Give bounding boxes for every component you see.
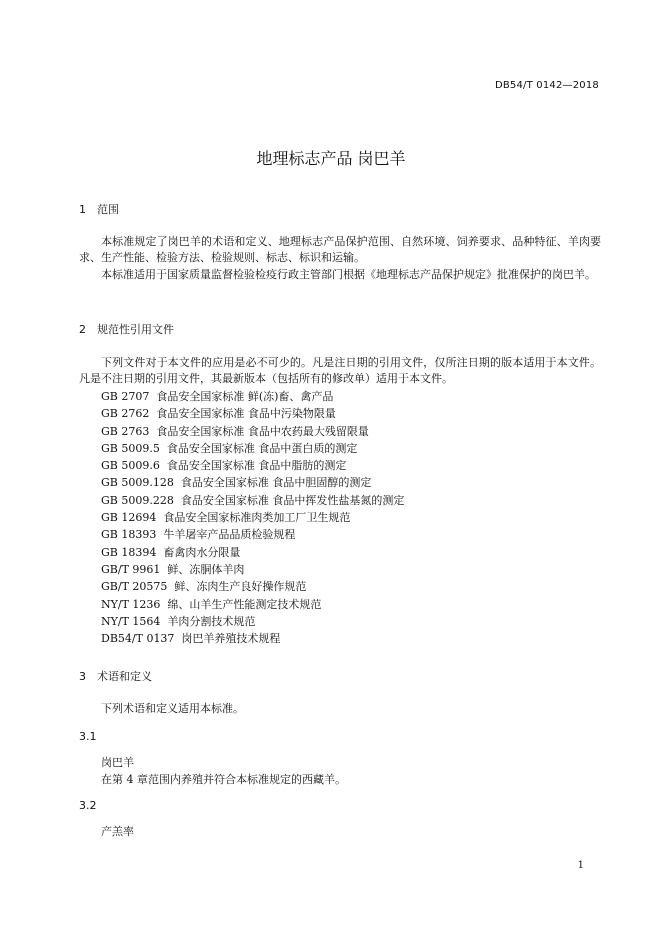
section-title: 规范性引用文件: [97, 323, 174, 336]
section-title: 术语和定义: [97, 670, 152, 683]
reference-item: GB/T 9961 鲜、冻胴体羊肉: [101, 562, 245, 576]
document-title: 地理标志产品 岗巴羊: [256, 149, 406, 168]
section-1-paragraph-1: 本标准规定了岗巴羊的术语和定义、地理标志产品保护范围、自然环境、饲养要求、品种特征、羊肉要求、生产性能、检验方法、检验规则、标志、标识和运输。: [79, 235, 601, 264]
reference-item: NY/T 1564 羊肉分割技术规范: [101, 614, 256, 628]
term-3-1-number: 3.1: [79, 730, 97, 743]
reference-item: GB 18394 畜禽肉水分限量: [101, 545, 241, 559]
reference-item: NY/T 1236 绵、山羊生产性能测定技术规范: [101, 597, 322, 611]
reference-item: GB 12694 食品安全国家标准肉类加工厂卫生规范: [101, 511, 351, 525]
normative-references-list: [101, 388, 404, 647]
section-3-paragraph-1: 下列术语和定义适用本标准。: [101, 702, 244, 715]
section-3-heading: [79, 668, 152, 684]
reference-item: GB 2707 食品安全国家标准 鲜(冻)畜、禽产品: [101, 390, 334, 403]
term-3-1-name: 岗巴羊: [101, 756, 134, 769]
section-number: 3: [79, 670, 86, 683]
section-number: 2: [79, 323, 86, 336]
reference-item: GB 5009.6 食品安全国家标准 食品中脂肪的测定: [101, 459, 347, 473]
page-number: 1: [577, 860, 584, 871]
section-number: 1: [79, 203, 86, 216]
reference-item: GB/T 20575 鲜、冻肉生产良好操作规范: [101, 580, 307, 594]
section-1-paragraph-2: 本标准适用于国家质量监督检验检疫行政主管部门根据《地理标志产品保护规定》批准保护的岗巴羊。: [101, 268, 596, 281]
term-3-1-definition: 在第 4 章范围内养殖并符合本标准规定的西藏羊。: [101, 773, 346, 786]
reference-item: GB 5009.128 食品安全国家标准 食品中胆固醇的测定: [101, 476, 372, 490]
term-3-2-number: 3.2: [79, 799, 97, 812]
section-1-heading: [79, 201, 119, 217]
reference-item: GB 5009.5 食品安全国家标准 食品中蛋白质的测定: [101, 441, 358, 455]
reference-item: GB 2762 食品安全国家标准 食品中污染物限量: [101, 407, 336, 421]
standard-code: DB54/T 0142—2018: [494, 80, 599, 91]
term-3-2-name: 产羔率: [101, 825, 134, 838]
section-2-heading: [79, 321, 174, 337]
reference-item: GB 18393 牛羊屠宰产品品质检验规程: [101, 528, 296, 542]
reference-item: GB 5009.228 食品安全国家标准 食品中挥发性盐基氮的测定: [101, 493, 405, 507]
reference-item: GB 2763 食品安全国家标准 食品中农药最大残留限量: [101, 424, 369, 438]
section-title: 范围: [97, 203, 119, 216]
section-2-paragraph-1: 下列文件对于本文件的应用是必不可少的。凡是注日期的引用文件，仅所注日期的版本适用于本文件。凡是不注日期的引用文件，其最新版本（包括所有的修改单）适用于本文件。: [79, 356, 601, 385]
reference-item: DB54/T 0137 岗巴羊养殖技术规程: [101, 632, 281, 646]
